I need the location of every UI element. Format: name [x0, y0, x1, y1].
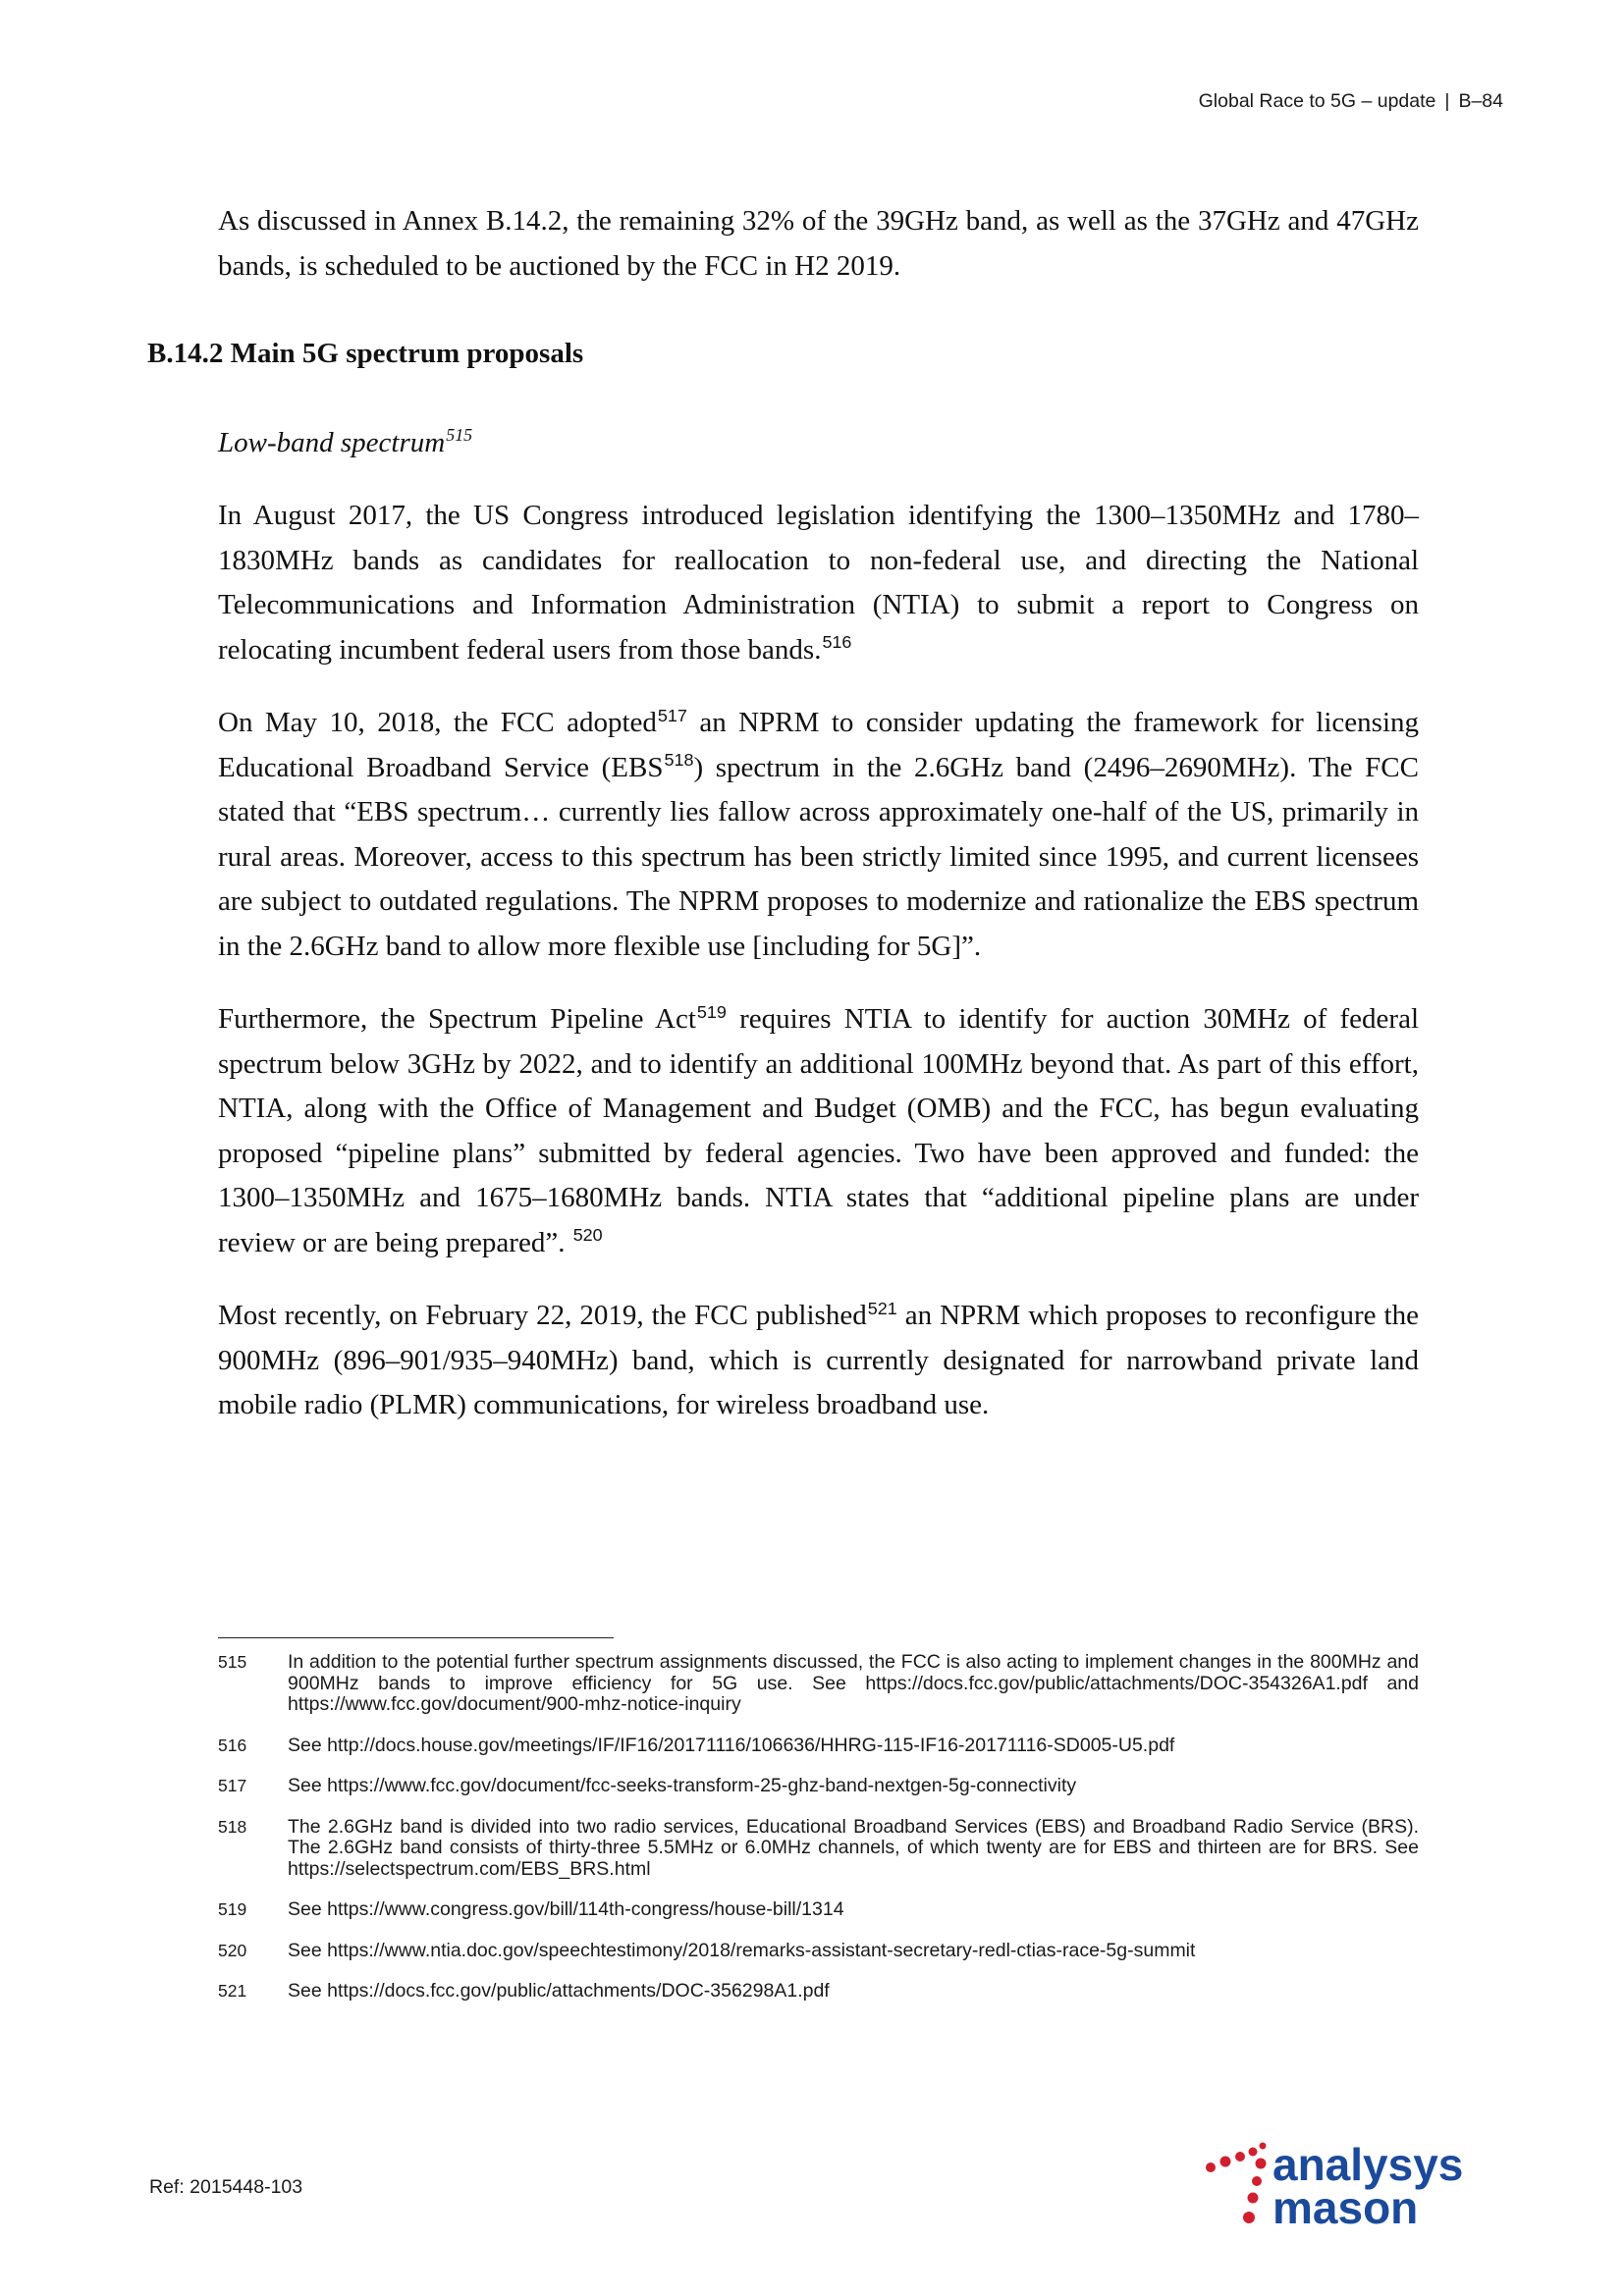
footnote-item — [218, 1981, 1419, 2002]
section-heading: B.14.2 Main 5G spectrum proposals — [147, 338, 584, 369]
paragraph-legislation — [218, 494, 1419, 672]
footnote-ref-520[interactable]: 520 — [572, 1225, 603, 1246]
footnote-number: 515 — [218, 1652, 247, 1672]
paragraph-text: On May 10, 2018, the FCC adopted — [218, 707, 657, 738]
footnote-item — [218, 1817, 1419, 1881]
footnote-text[interactable]: The 2.6GHz band is divided into two radio services, Educational Broadband Services (EBS) and Broadband Radio Service (BRS). The 2.6GHz band consists of thirty-three 5.5MHz or 6.0MHz channels, of which twenty are for EBS and thirteen are for BRS. See https://selectspectrum.com/EBS_BRS.html — [288, 1815, 1419, 1880]
paragraph-900mhz — [218, 1294, 1419, 1428]
footnote-number: 516 — [218, 1735, 247, 1755]
footnote-ref-515[interactable]: 515 — [446, 425, 473, 446]
page-number: B–84 — [1458, 90, 1503, 112]
intro-paragraph: As discussed in Annex B.14.2, the remaining 32% of the 39GHz band, as well as the 37GHz and 47GHz bands, is scheduled to be auctioned by the FCC in H2 2019. — [218, 205, 1419, 282]
subheading — [218, 421, 1419, 466]
footnote-number: 519 — [218, 1899, 247, 1919]
logo-wordmark-line2: mason — [1272, 2182, 1419, 2233]
footer-reference: Ref: 2015448-103 — [149, 2176, 303, 2198]
footnote-text[interactable]: See https://www.ntia.doc.gov/speechtestimony/2018/remarks-assistant-secretary-redl-ctias-race-5g-summit — [288, 1939, 1196, 1961]
footnote-item — [218, 1899, 1419, 1921]
paragraph-ebs — [218, 701, 1419, 969]
footnote-ref-518[interactable]: 518 — [664, 750, 694, 771]
footnote-text[interactable]: See https://docs.fcc.gov/public/attachments/DOC-356298A1.pdf — [288, 1980, 830, 2002]
footnote-divider — [218, 1637, 614, 1638]
header-title: Global Race to 5G – update — [1198, 90, 1436, 112]
footnote-number: 517 — [218, 1776, 247, 1795]
footnote-ref-521[interactable]: 521 — [867, 1298, 897, 1318]
logo-wordmark-line1: analysys — [1272, 2139, 1464, 2190]
footnote-item — [218, 1776, 1419, 1797]
analysys-mason-logo — [1206, 2140, 1510, 2238]
logo-dots-icon — [1206, 2140, 1274, 2238]
paragraph-text: Most recently, on February 22, 2019, the FCC published — [218, 1300, 867, 1331]
footnote-text[interactable]: See https://www.fcc.gov/document/fcc-seeks-transform-25-ghz-band-nextgen-5g-connectivity — [288, 1775, 1077, 1796]
paragraph-text: ) spectrum in the 2.6GHz band (2496–2690MHz). The FCC stated that “EBS spectrum… currently lies fallow across approximately one-half of the US, primarily in rural areas. Moreover, access to this spectrum has been strictly limited since 1995, and current licensees are subject to outdated regulations. The NPRM proposes to modernize and rationalize the EBS spectrum in the 2.6GHz band to allow more flexible use [including for 5G]”. — [218, 751, 1419, 962]
footnote-text[interactable]: See http://docs.house.gov/meetings/IF/IF16/20171116/106636/HHRG-115-IF16-20171116-SD005-U5.pdf — [288, 1734, 1175, 1756]
footnote-item — [218, 1652, 1419, 1716]
footnotes — [218, 1652, 1419, 2022]
footnote-number: 520 — [218, 1940, 247, 1960]
footnote-number: 521 — [218, 1981, 247, 2001]
paragraph-text: an NPRM which proposes to reconfigure the 900MHz (896–901/935–940MHz) band, which is currently designated for narrowband private land mobile radio (PLMR) communications, for wireless broadband use. — [218, 1300, 1419, 1420]
footnote-ref-517[interactable]: 517 — [657, 705, 687, 725]
footnote-text[interactable]: In addition to the potential further spectrum assignments discussed, the FCC is also acting to implement changes in the 800MHz and 900MHz bands to improve efficiency for 5G use. See https://docs.fcc.gov/public/attachments/DOC-354326A1.pdf and https://www.fcc.gov/document/900-mhz-notice-inquiry — [288, 1651, 1419, 1715]
footnote-text[interactable]: See https://www.congress.gov/bill/114th-congress/house-bill/1314 — [288, 1898, 844, 1920]
paragraph-text: an NPRM to consider updating the framework for licensing Educational Broadband Service (EBS — [218, 707, 1419, 783]
document-body — [147, 199, 1419, 1457]
header-separator: | — [1444, 90, 1450, 112]
footnote-ref-516[interactable]: 516 — [822, 632, 852, 653]
footnote-ref-519[interactable]: 519 — [696, 1001, 727, 1022]
paragraph-text: Furthermore, the Spectrum Pipeline Act — [218, 1003, 696, 1035]
footnote-item — [218, 1735, 1419, 1757]
footnote-item — [218, 1941, 1419, 1962]
paragraph-pipeline — [218, 997, 1419, 1265]
page-header — [1199, 90, 1503, 113]
paragraph-text: requires NTIA to identify for auction 30MHz of federal spectrum below 3GHz by 2022, and to identify an additional 100MHz beyond that. As part of this effort, NTIA, along with the Office of Management and Budget (OMB) and the FCC, has begun evaluating proposed “pipeline plans” submitted by federal agencies. Two have been approved and funded: the 1300–1350MHz and 1675–1680MHz bands. NTIA states that “additional pipeline plans are under review or are being prepared”. — [218, 1003, 1419, 1258]
paragraph-text: In August 2017, the US Congress introduced legislation identifying the 1300–1350MHz and 1780–1830MHz bands as candidates for reallocation to non-federal use, and directing the National Telecommunications and Information Administration (NTIA) to submit a report to Congress on relocating incumbent federal users from those bands. — [218, 500, 1419, 666]
footnote-number: 518 — [218, 1816, 247, 1837]
subheading-text: Low-band spectrum — [218, 426, 446, 458]
